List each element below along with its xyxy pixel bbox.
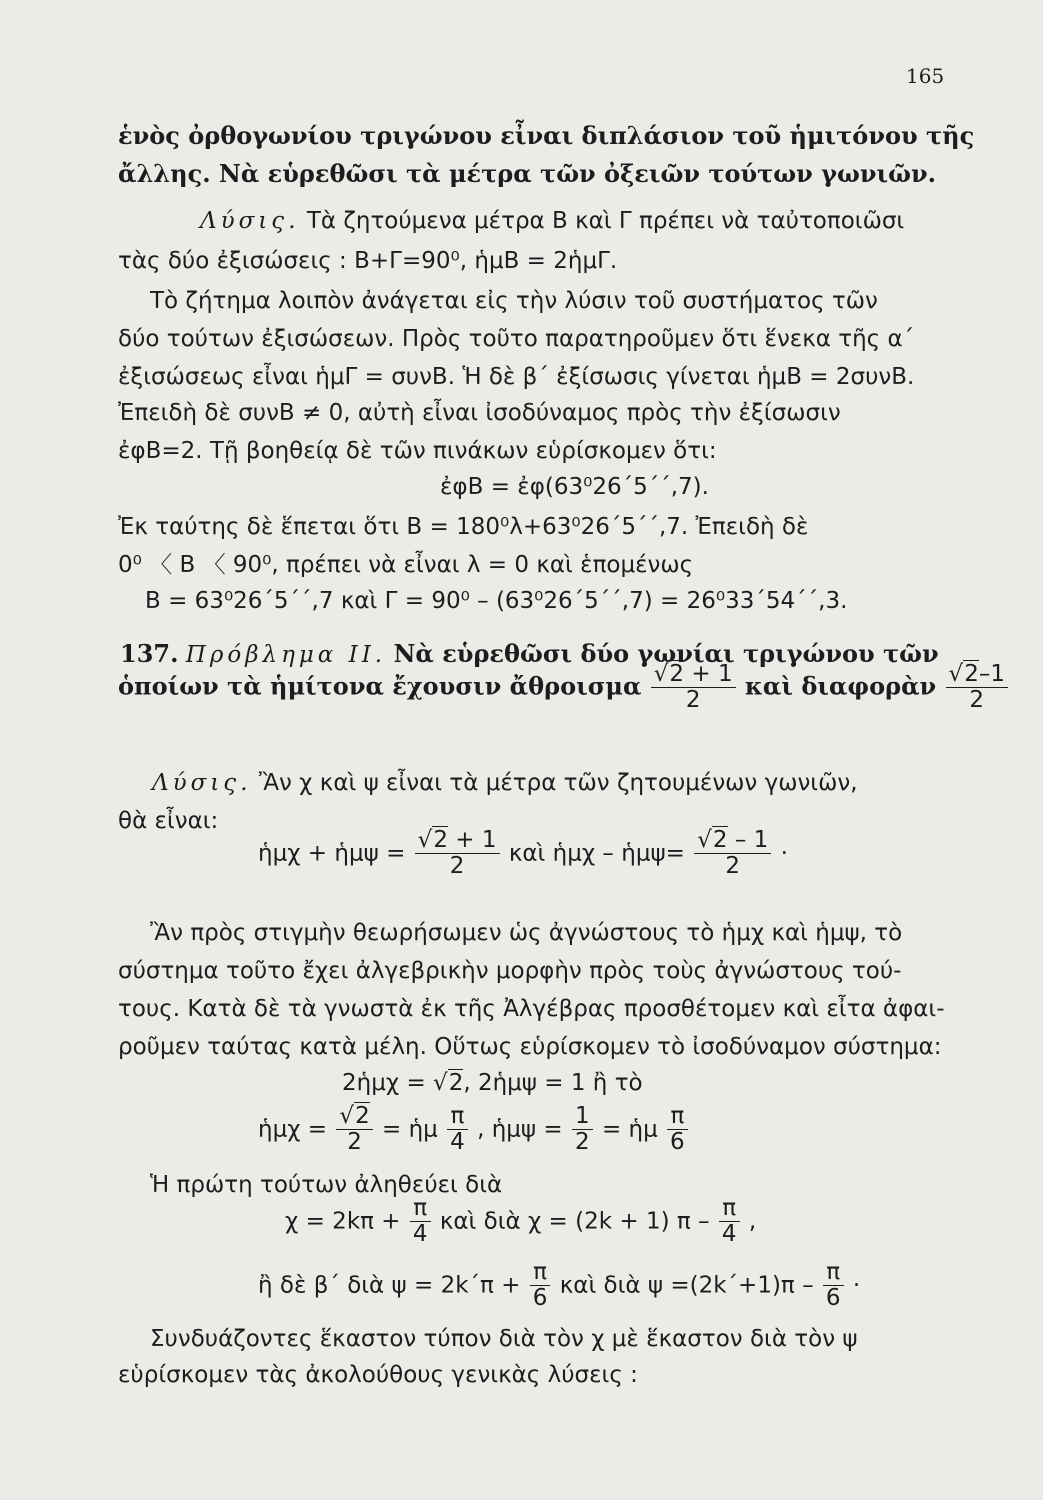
equation-sum-diff: ἡμχ + ἡμψ = $\frac{√2 + 1}{2}$ καὶ ἡμχ – ἡμψ= $\frac{√2 - 1}{2}$ · bbox=[258, 827, 788, 880]
solution-text: Τὰ ζητούμενα μέτρα Β καὶ Γ πρέπει νὰ ταὐτοποιῶσι bbox=[306, 208, 905, 234]
text-line-7: ἐξισώσεως εἶναι ἡμΓ = συνΒ. Ἡ δὲ β΄ ἐξίσωσις γίνεται ἡμΒ = 2συνΒ. bbox=[118, 364, 915, 390]
equation-sines: ἡμχ = $\frac{√2}{2}$ = ἡμ $\frac{\pi}{4}$ , ἡμψ = $\frac{1}{2}$ = ἡμ $\frac{\pi}{6}$ bbox=[258, 1104, 690, 1156]
fraction-sqrt2-plus-1: $\frac{√2 + 1}{2}$ bbox=[651, 662, 736, 714]
page-number: 165 bbox=[906, 64, 945, 88]
lysis-label: Λύσις. bbox=[200, 208, 300, 234]
equation-system: 2ἡμχ = √2, 2ἡμψ = 1 ἢ τὸ bbox=[342, 1070, 643, 1096]
problem-statement-line-1: ἑνὸς ὀρθογωνίου τριγώνου εἶναι διπλάσιον τοῦ ἡμιτόνου τῆς bbox=[118, 121, 975, 150]
solution-line-2: τὰς δύο ἐξισώσεις : Β+Γ=90⁰, ἡμΒ = 2ἡμΓ. bbox=[118, 248, 618, 274]
problem-text: Νὰ εὑρεθῶσι δύο γωνίαι τριγώνου τῶν bbox=[393, 639, 939, 668]
text-line-9: ἐφΒ=2. Τῇ βοηθείᾳ δὲ τῶν πινάκων εὑρίσκομεν ὅτι: bbox=[118, 438, 717, 464]
text-line-19: Ἂν πρὸς στιγμὴν θεωρήσωμεν ὡς ἀγνώστους τὸ ἡμχ καὶ ἡμψ, τὸ bbox=[150, 920, 903, 946]
text-line-5: Τὸ ζήτημα λοιπὸν ἀνάγεται εἰς τὴν λύσιν τοῦ συστήματος τῶν bbox=[150, 288, 878, 314]
text-line-28: Συνδυάζοντες ἕκαστον τύπον διὰ τὸν χ μὲ ἕκαστον διὰ τὸν ψ bbox=[150, 1326, 858, 1352]
problem-137-line-2: ὁποίων τὰ ἡμίτονα ἔχουσιν ἄθροισμα $\frac{√2 + 1}{2}$ καὶ διαφορὰν $\frac{√2-1}{2}$ bbox=[118, 662, 1010, 714]
problem-statement-line-2: ἄλλης. Νὰ εὑρεθῶσι τὰ μέτρα τῶν ὀξειῶν τούτων γωνιῶν. bbox=[118, 159, 936, 188]
equation-tan-b: ἐφΒ = ἐφ(63⁰26΄5΄΄,7). bbox=[440, 474, 709, 500]
solution-2-line-2: θὰ εἶναι: bbox=[118, 808, 219, 834]
problem-number: 137. bbox=[120, 639, 179, 668]
text-line-20: σύστημα τοῦτο ἔχει ἀλγεβρικὴν μορφὴν πρὸς τοὺς ἀγνώστους τού- bbox=[118, 958, 902, 984]
text-line-8: Ἐπειδὴ δὲ συνΒ ≠ 0, αὐτὴ εἶναι ἰσοδύναμος πρὸς τὴν ἐξίσωσιν bbox=[118, 400, 841, 426]
result-line: Β = 63⁰26΄5΄΄,7 καὶ Γ = 90⁰ – (63⁰26΄5΄΄,7) = 26⁰33΄54΄΄,3. bbox=[145, 588, 848, 614]
text-line-21: τους. Κατὰ δὲ τὰ γνωστὰ ἐκ τῆς Ἀλγέβρας προσθέτομεν καὶ εἶτα ἀφαι- bbox=[118, 996, 945, 1022]
solution-2-line-1: Λύσις. Ἂν χ καὶ ψ εἶναι τὰ μέτρα τῶν ζητουμένων γωνιῶν, bbox=[152, 770, 858, 796]
equation-y-solutions: ἢ δὲ β΄ διὰ ψ = 2k΄π + $\frac{\pi}{6}$ καὶ διὰ ψ =(2k΄+1)π – $\frac{\pi}{6}$ · bbox=[258, 1259, 861, 1312]
text-line-6: δύο τούτων ἐξισώσεων. Πρὸς τοῦτο παρατηροῦμεν ὅτι ἕνεκα τῆς α΄ bbox=[118, 326, 915, 352]
equation-x-solutions: χ = 2kπ + $\frac{\pi}{4}$ καὶ διὰ χ = (2k + 1) π – $\frac{\pi}{4}$ , bbox=[285, 1195, 757, 1248]
solution-line-1 bbox=[200, 208, 904, 236]
text-line-12: 0⁰ 〈 Β 〈 90⁰, πρέπει νὰ εἶναι λ = 0 καὶ ἑπομένως bbox=[118, 552, 694, 578]
text-line-11: Ἐκ ταύτης δὲ ἕπεται ὅτι Β = 180⁰λ+63⁰26΄5΄΄,7. Ἐπειδὴ δὲ bbox=[118, 514, 809, 540]
problem-label: Πρόβλημα ΙΙ. bbox=[185, 642, 387, 668]
fraction-sqrt2-minus-1: $\frac{√2-1}{2}$ bbox=[946, 662, 1008, 714]
text-line-22: ροῦμεν ταύτας κατὰ μέλη. Οὕτως εὑρίσκομεν τὸ ἰσοδύναμον σύστημα: bbox=[118, 1034, 942, 1060]
text-line-25: Ἡ πρώτη τούτων ἀληθεύει διὰ bbox=[150, 1172, 503, 1198]
text-line-29: εὑρίσκομεν τὰς ἀκολούθους γενικὰς λύσεις : bbox=[118, 1362, 638, 1388]
